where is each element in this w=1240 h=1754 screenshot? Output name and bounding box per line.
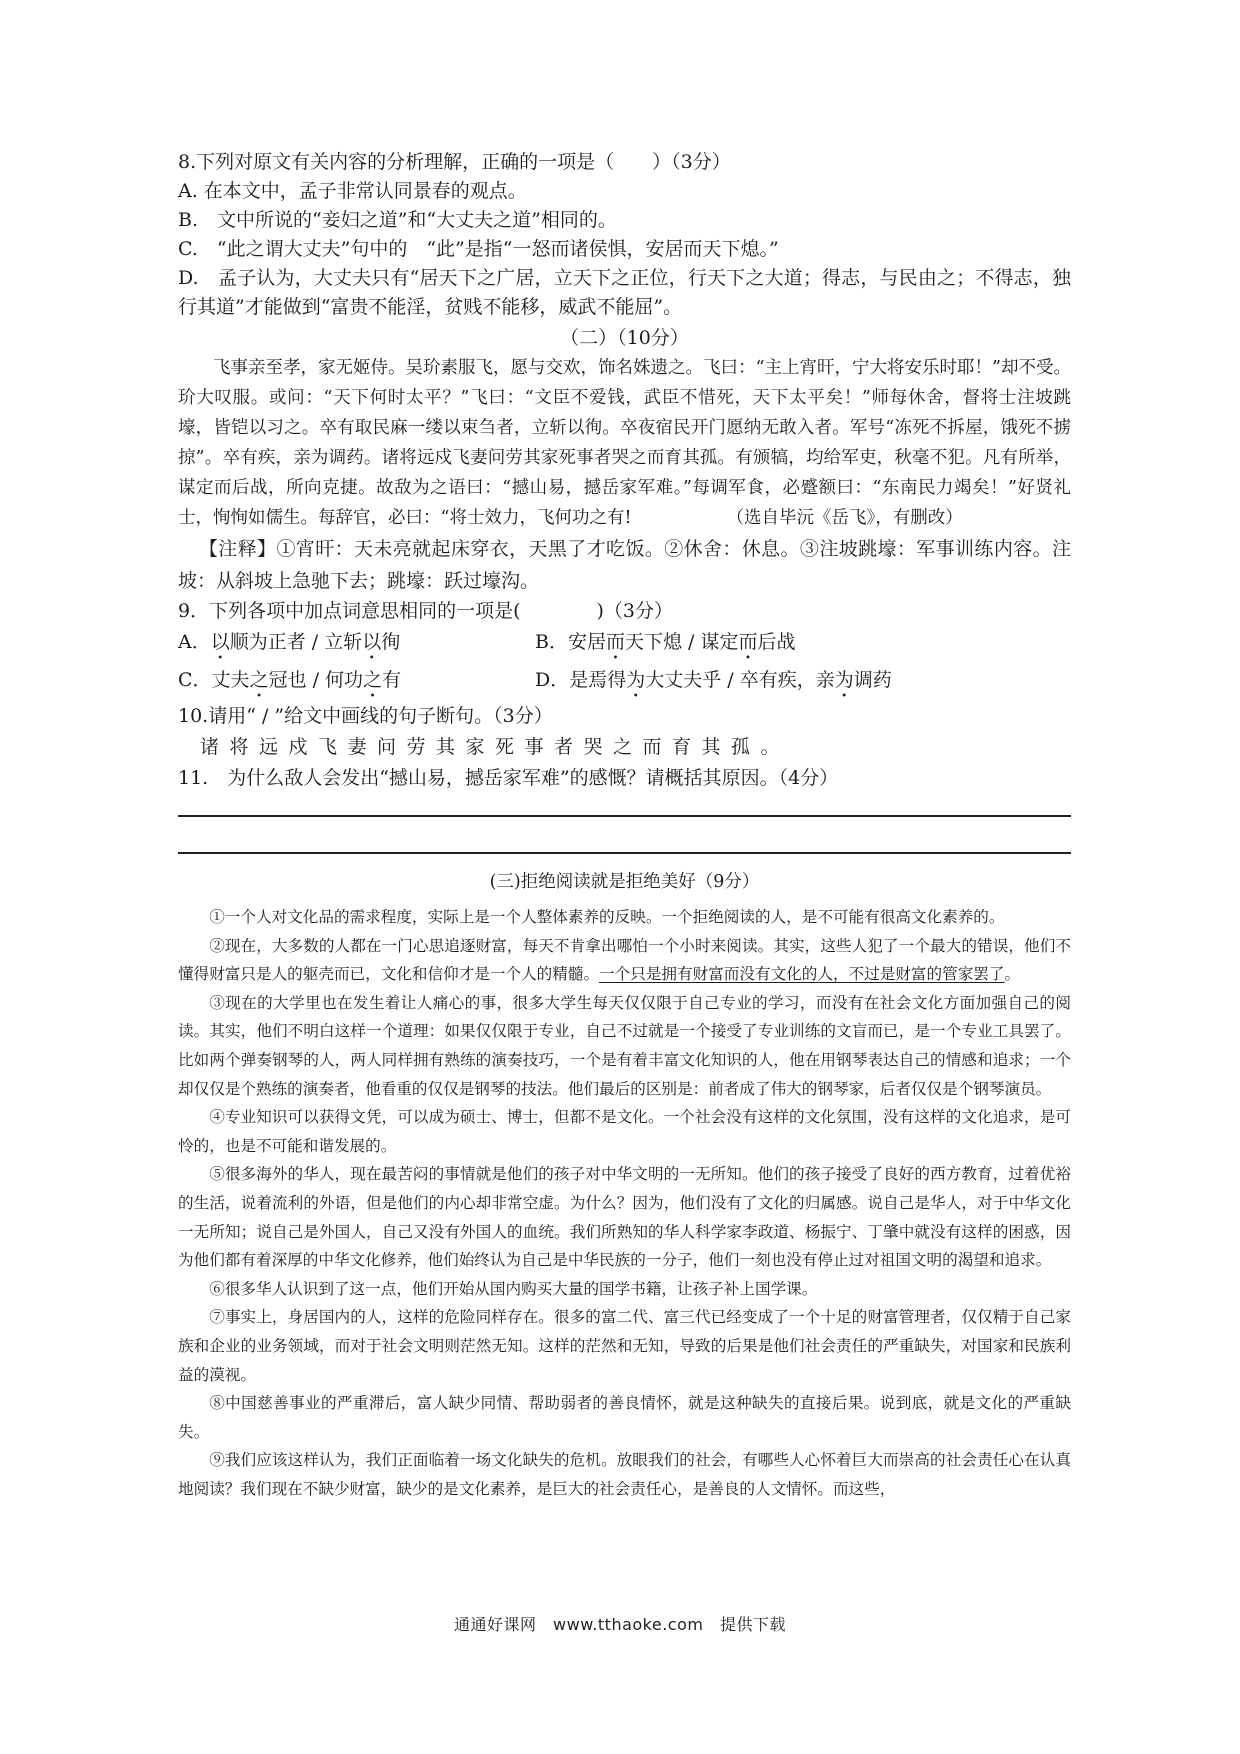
essay-paragraph-2: ②现在，大多数的人都在一门心思追逐财富，每天不肯拿出哪怕一个小时来阅读。其实，这些人犯了一个最大的错误，他们不懂得财富只是人的躯壳而已，文化和信仰才是一个人的精髓。一个只是拥有财富而没有文化的人，不过是财富的管家罢了。	[178, 936, 1071, 984]
page-footer: 通通好课网 www.tthaoke.com 提供下载	[454, 1615, 786, 1634]
section-2-title: （二）（10分）	[560, 327, 689, 349]
question-10-stem: 10.请用“ / ”给文中画线的句子断句。（3分）	[178, 705, 553, 727]
dotted-word: 以	[362, 631, 382, 653]
question-8-option-a: A. 在本文中，孟子非常认同景春的观点。	[178, 180, 527, 202]
answer-line-1[interactable]	[178, 815, 1071, 817]
essay-paragraph-9: ⑨我们应该这样认为，我们正面临着一场文化缺失的危机。放眼我们的社会，有哪些人心怀着巨大而崇高的社会责任心在认真地阅读？我们现在不缺少财富，缺少的是文化素养，是巨大的社会责任心，是善良的人文情怀。而这些，	[178, 1451, 1071, 1498]
answer-line-2[interactable]	[178, 852, 1071, 854]
question-9-option-c: C．丈夫之冠也 / 何功之有	[178, 669, 402, 691]
underlined-sentence: 一个只是拥有财富而没有文化的人，不过是财富的管家罢了	[599, 965, 1005, 984]
dotted-word: 之	[363, 669, 383, 691]
question-8-option-d: D. 孟子认为，大丈夫只有“居天下之广居，立天下之正位，行天下之大道；得志，与民由之；不得志，独行其道”才能做到“富贵不能淫，贫贱不能移，威武不能屈”。	[178, 267, 1071, 318]
dotted-word: 以	[210, 631, 230, 653]
question-9-row-2	[178, 664, 1071, 702]
exam-page	[178, 148, 1071, 1503]
passage-source: （选自毕沅《岳飞》，有删改）	[726, 508, 963, 528]
essay-paragraph-8: ⑧中国慈善事业的严重滞后，富人缺少同情、帮助弱者的善良情怀，就是这种缺失的直接后果。说到底，就是文化的严重缺失。	[178, 1394, 1071, 1441]
question-9-option-b: B．安居而天下熄 / 谋定而后战	[535, 631, 796, 653]
dotted-word: 而	[605, 631, 625, 653]
essay-paragraph-7: ⑦事实上，身居国内的人，这样的危险同样存在。很多的富二代、富三代已经变成了一个十足的财富管理者，仅仅精于自己家族和企业的业务领域，而对于社会文明则茫然无知。这样的茫然和无知，导致的后果是他们社会责任的严重缺失，对国家和民族利益的漠视。	[178, 1308, 1071, 1384]
annotation-note: 【注释】①宵旰：天未亮就起床穿衣，天黑了才吃饭。②休舍：休息。③注坡跳壕：军事训练内容。注坡：从斜坡上急驰下去；跳壕：跃过壕沟。	[178, 538, 1071, 592]
dotted-word: 为	[626, 669, 646, 691]
question-9-option-a: A．以顺为正者 / 立斩以徇	[178, 631, 401, 653]
question-8-option-c: C. “此之谓大丈夫”句中的 “此”是指“一怒而诸侯惧，安居而天下熄。”	[178, 238, 779, 260]
classical-passage	[178, 353, 1071, 533]
question-10-sentence: 诸将远戍飞妻问劳其家死事者哭之而育其孤。	[200, 736, 791, 758]
question-9-option-d: D．是焉得为大丈夫乎 / 卒有疾，亲为调药	[535, 669, 892, 691]
essay-paragraph-4: ④专业知识可以获得文凭，可以成为硕士、博士，但都不是文化。一个社会没有这样的文化氛围，没有这样的文化追求，是可怜的，也是不可能和谐发展的。	[178, 1108, 1071, 1155]
section-3-title: (三)拒绝阅读就是拒绝美好（9分）	[489, 872, 760, 892]
question-8-option-b: B. 文中所说的“妾妇之道”和“大丈夫之道”相同的。	[178, 209, 617, 231]
essay-paragraph-5: ⑤很多海外的华人，现在最苦闷的事情就是他们的孩子对中华文明的一无所知。他们的孩子接受了良好的西方教育，过着优裕的生活，说着流利的外语，但是他们的内心却非常空虚。为什么？因为，他们没有了文化的归属感。说自己是华人，对于中华文化一无所知；说自己是外国人，自己又没有外国人的血统。我们所熟知的华人科学家李政道、杨振宁、丁肇中就没有这样的困惑，因为他们都有着深厚的中华文化修养，他们始终认为自己是中华民族的一分子，他们一刻也没有停止过对祖国文明的渴望和追求。	[178, 1165, 1071, 1270]
question-9-stem: 9．下列各项中加点词意思相同的一项是( )（3分）	[178, 600, 674, 622]
dotted-word: 之	[249, 669, 269, 691]
essay-paragraph-1: ①一个人对文化品的需求程度，实际上是一个人整体素养的反映。一个拒绝阅读的人，是不可能有很高文化素养的。	[209, 908, 1005, 926]
question-9-row-1	[178, 626, 1071, 664]
essay-paragraph-3: ③现在的大学里也在发生着让人痛心的事，很多大学生每天仅仅限于自己专业的学习，而没有在社会文化方面加强自己的阅读。其实，他们不明白这样一个道理：如果仅仅限于专业，自己不过就是一个接受了专业训练的文盲而已，是一个专业工具罢了。比如两个弹奏钢琴的人，两人同样拥有熟练的演奏技巧，一个是有着丰富文化知识的人，他在用钢琴表达自己的情感和追求；一个却仅仅是个熟练的演奏者，他看重的仅仅是钢琴的技法。他们最后的区别是：前者成了伟大的钢琴家，后者仅仅是个钢琴演员。	[178, 993, 1071, 1098]
question-8-stem: 8.下列对原文有关内容的分析理解，正确的一项是（ ）（3分）	[178, 151, 731, 173]
essay-paragraph-6: ⑥很多华人认识到了这一点，他们开始从国内购买大量的国学书籍，让孩子补上国学课。	[209, 1279, 818, 1298]
dotted-word: 为	[834, 669, 854, 691]
dotted-word: 而	[738, 631, 758, 653]
classical-passage-text: 飞事亲至孝，家无姬侍。吴玠素服飞，愿与交欢，饰名姝遗之。飞曰：“主上宵旰，宁大将安乐时耶！”却不受。玠大叹服。或问：“天下何时太平？”飞曰：“文臣不爱钱，武臣不惜死，天下太平矣！”师每休舍，督将士注坡跳壕，皆铠以习之。卒有取民麻一缕以束刍者，立斩以徇。卒夜宿民开门愿纳无敢入者。军号“冻死不拆屋，饿死不掳掠”。卒有疾，亲为调药。诸将远戍飞妻问劳其家死事者哭之而育其孤。有颁犒，均给军吏，秋毫不犯。凡有所举，谋定而后战，所向克捷。故敌为之语曰：“撼山易，撼岳家军难。”每调军食，必蹙额曰：“东南民力竭矣！”好贤礼士，恂恂如儒生。每辞官，必曰：“将士效力，飞何功之有!	[178, 358, 1071, 528]
question-11-stem: 11. 为什么敌人会发出“撼山易，撼岳家军难”的感慨？请概括其原因。（4分）	[178, 767, 839, 789]
